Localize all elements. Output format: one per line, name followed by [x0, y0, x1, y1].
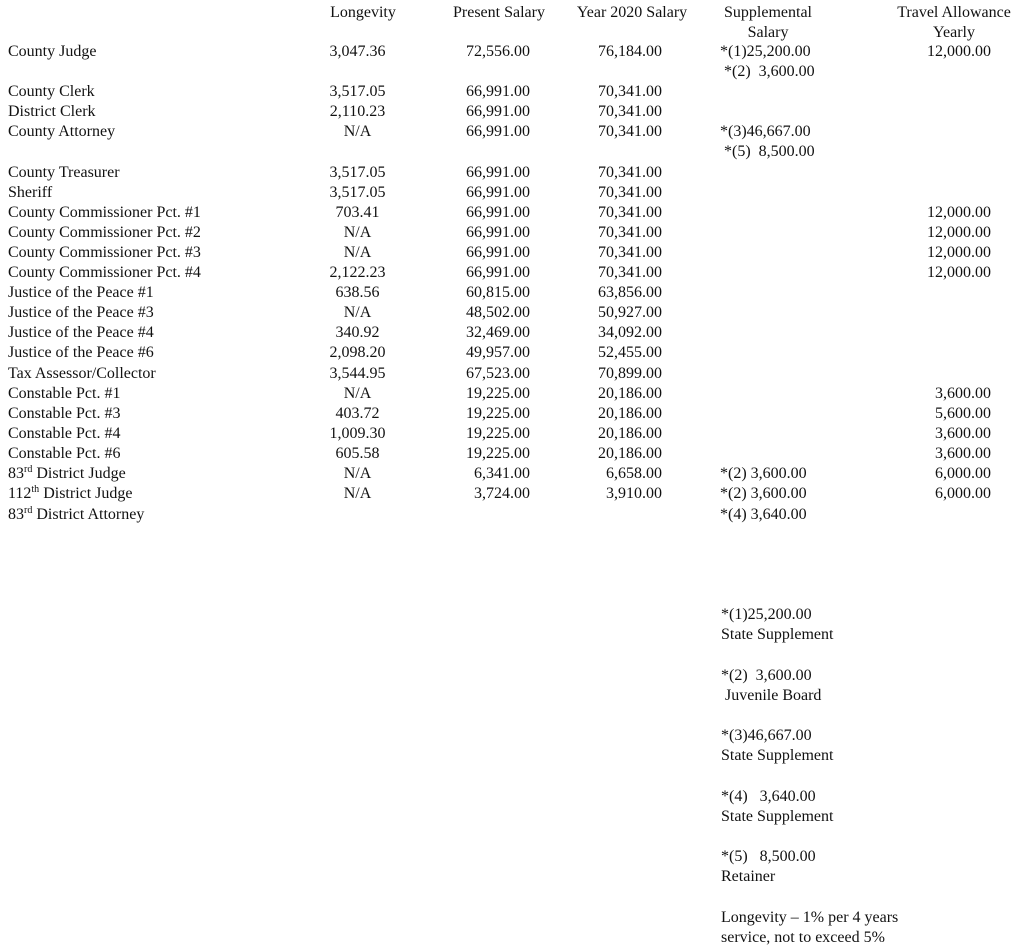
row-justice-peace-6 — [0, 343, 1024, 363]
row-title: Constable Pct. #3 — [8, 405, 121, 422]
row-travel: 3,600.00 — [935, 425, 991, 442]
row-present-salary: 60,815.00 — [466, 284, 530, 301]
header-travel-allowance — [886, 3, 1022, 43]
row-travel: 12,000.00 — [927, 244, 991, 261]
row-travel: 12,000.00 — [927, 264, 991, 281]
footnote-3-amount: *(3)46,667.00 — [721, 727, 812, 744]
row-longevity: 3,517.05 — [329, 83, 386, 100]
row-present-salary: 19,225.00 — [466, 385, 530, 402]
row-title — [8, 505, 144, 525]
row-travel: 12,000.00 — [927, 43, 991, 60]
row-title: Justice of the Peace #6 — [8, 344, 154, 361]
header-travel-line1: Travel Allowance — [897, 4, 1011, 21]
row-longevity: N/A — [343, 465, 372, 482]
row-longevity: N/A — [343, 304, 372, 321]
row-year-2020-salary: 20,186.00 — [598, 405, 662, 422]
row-title: County Attorney — [8, 123, 116, 140]
longevity-note-line1: Longevity – 1% per 4 years — [721, 909, 899, 926]
row-travel: 12,000.00 — [927, 204, 991, 221]
row-year-2020-salary: 6,658.00 — [606, 465, 662, 482]
row-county-attorney — [0, 122, 1024, 142]
row-present-salary: 66,991.00 — [466, 224, 530, 241]
footnote-1-amount: *(1)25,200.00 — [721, 606, 812, 623]
row-present-salary: 66,991.00 — [466, 264, 530, 281]
row-longevity: 3,517.05 — [329, 184, 386, 201]
title-rest: District Judge — [32, 465, 126, 482]
row-tax-assessor — [0, 364, 1024, 384]
row-county-judge-extra — [0, 62, 1024, 82]
row-year-2020-salary: 70,341.00 — [598, 83, 662, 100]
row-title: Justice of the Peace #1 — [8, 284, 154, 301]
row-title: County Judge — [8, 43, 97, 60]
header-present-salary: Present Salary — [453, 4, 545, 21]
row-title — [8, 464, 126, 484]
row-title: County Commissioner Pct. #1 — [8, 204, 201, 221]
longevity-note-line2: service, not to exceed 5% — [721, 929, 885, 946]
title-ordinal-suffix: rd — [24, 464, 33, 475]
row-present-salary: 66,991.00 — [466, 184, 530, 201]
row-supplemental: *(5) 8,500.00 — [720, 143, 815, 160]
row-constable-pct-1 — [0, 384, 1024, 404]
row-present-salary: 66,991.00 — [466, 123, 530, 140]
row-present-salary: 66,991.00 — [466, 164, 530, 181]
row-present-salary: 19,225.00 — [466, 405, 530, 422]
row-year-2020-salary: 34,092.00 — [598, 324, 662, 341]
row-longevity: 605.58 — [335, 445, 380, 462]
row-supplemental: *(3)46,667.00 — [720, 123, 811, 140]
row-longevity: 403.72 — [335, 405, 380, 422]
row-longevity: 3,544.95 — [329, 365, 386, 382]
footnote-5-amount: *(5) 8,500.00 — [721, 848, 816, 865]
row-title: Justice of the Peace #3 — [8, 304, 154, 321]
row-year-2020-salary: 76,184.00 — [598, 43, 662, 60]
header-longevity: Longevity — [330, 4, 396, 21]
row-title: Constable Pct. #6 — [8, 445, 121, 462]
row-year-2020-salary: 70,341.00 — [598, 164, 662, 181]
row-present-salary: 19,225.00 — [466, 445, 530, 462]
row-title: County Commissioner Pct. #3 — [8, 244, 201, 261]
row-supplemental: *(2) 3,600.00 — [720, 63, 815, 80]
row-present-salary: 3,724.00 — [474, 485, 530, 502]
row-year-2020-salary: 70,341.00 — [598, 244, 662, 261]
row-commissioner-pct-4 — [0, 263, 1024, 283]
row-present-salary: 66,991.00 — [466, 244, 530, 261]
header-supplemental-line1: Supplemental — [724, 4, 812, 21]
row-justice-peace-4 — [0, 323, 1024, 343]
row-travel: 3,600.00 — [935, 445, 991, 462]
title-ordinal: 83 — [8, 465, 24, 482]
row-longevity: 2,122.23 — [329, 264, 386, 281]
footnote-2-amount: *(2) 3,600.00 — [721, 667, 812, 684]
row-present-salary: 48,502.00 — [466, 304, 530, 321]
row-year-2020-salary: 70,341.00 — [598, 103, 662, 120]
row-year-2020-salary: 52,455.00 — [598, 344, 662, 361]
row-constable-pct-3 — [0, 404, 1024, 424]
row-longevity: 703.41 — [335, 204, 380, 221]
row-83rd-district-attorney — [0, 505, 1024, 525]
row-year-2020-salary: 70,341.00 — [598, 224, 662, 241]
row-present-salary: 49,957.00 — [466, 344, 530, 361]
row-year-2020-salary: 20,186.00 — [598, 445, 662, 462]
row-title: County Treasurer — [8, 164, 120, 181]
row-year-2020-salary: 70,341.00 — [598, 204, 662, 221]
row-83rd-district-judge — [0, 464, 1024, 484]
row-supplemental: *(2) 3,600.00 — [720, 485, 807, 502]
row-present-salary: 19,225.00 — [466, 425, 530, 442]
row-year-2020-salary: 3,910.00 — [606, 485, 662, 502]
footnote-5-label: Retainer — [721, 868, 776, 885]
row-title: Tax Assessor/Collector — [8, 365, 156, 382]
row-justice-peace-1 — [0, 283, 1024, 303]
row-year-2020-salary: 20,186.00 — [598, 385, 662, 402]
row-title: Sheriff — [8, 184, 53, 201]
row-year-2020-salary: 20,186.00 — [598, 425, 662, 442]
row-supplemental: *(4) 3,640.00 — [720, 506, 807, 523]
header-year-2020-salary: Year 2020 Salary — [576, 4, 688, 21]
row-longevity: N/A — [343, 244, 372, 261]
row-present-salary: 66,991.00 — [466, 103, 530, 120]
row-longevity: N/A — [343, 485, 372, 502]
row-112th-district-judge — [0, 484, 1024, 504]
row-commissioner-pct-3 — [0, 243, 1024, 263]
row-title: Constable Pct. #1 — [8, 385, 121, 402]
row-longevity: 3,047.36 — [329, 43, 386, 60]
row-constable-pct-6 — [0, 444, 1024, 464]
row-justice-peace-3 — [0, 303, 1024, 323]
row-year-2020-salary: 70,899.00 — [598, 365, 662, 382]
row-title: Constable Pct. #4 — [8, 425, 121, 442]
row-present-salary: 66,991.00 — [466, 83, 530, 100]
row-travel: 6,000.00 — [935, 485, 991, 502]
row-present-salary: 66,991.00 — [466, 204, 530, 221]
row-year-2020-salary: 50,927.00 — [598, 304, 662, 321]
row-travel: 3,600.00 — [935, 385, 991, 402]
header-supplemental-line2: Salary — [747, 24, 789, 41]
row-constable-pct-4 — [0, 424, 1024, 444]
row-present-salary: 67,523.00 — [466, 365, 530, 382]
row-sheriff — [0, 183, 1024, 203]
row-year-2020-salary: 70,341.00 — [598, 123, 662, 140]
row-title: County Commissioner Pct. #2 — [8, 224, 201, 241]
row-present-salary: 6,341.00 — [474, 465, 530, 482]
row-longevity: 3,517.05 — [329, 164, 386, 181]
row-travel: 6,000.00 — [935, 465, 991, 482]
row-longevity: 638.56 — [335, 284, 380, 301]
row-longevity: 340.92 — [335, 324, 380, 341]
row-title: District Clerk — [8, 103, 96, 120]
row-year-2020-salary: 70,341.00 — [598, 184, 662, 201]
row-commissioner-pct-1 — [0, 203, 1024, 223]
row-county-clerk — [0, 82, 1024, 102]
row-commissioner-pct-2 — [0, 223, 1024, 243]
row-year-2020-salary: 70,341.00 — [598, 264, 662, 281]
footnote-4-label: State Supplement — [721, 808, 834, 825]
header-supplemental-salary — [712, 3, 824, 43]
row-longevity: N/A — [343, 123, 372, 140]
row-travel: 12,000.00 — [927, 224, 991, 241]
row-longevity: N/A — [343, 385, 372, 402]
row-title: County Commissioner Pct. #4 — [8, 264, 201, 281]
row-supplemental: *(2) 3,600.00 — [720, 465, 807, 482]
row-year-2020-salary: 63,856.00 — [598, 284, 662, 301]
row-county-treasurer — [0, 163, 1024, 183]
title-rest: District Judge — [39, 485, 133, 502]
row-district-clerk — [0, 102, 1024, 122]
row-longevity: 1,009.30 — [329, 425, 386, 442]
row-travel: 5,600.00 — [935, 405, 991, 422]
row-longevity: N/A — [343, 224, 372, 241]
footnote-3-label: State Supplement — [721, 747, 834, 764]
title-rest: District Attorney — [32, 506, 145, 523]
row-supplemental: *(1)25,200.00 — [720, 43, 811, 60]
row-title — [8, 484, 133, 504]
row-title: County Clerk — [8, 83, 95, 100]
footnote-2-label: Juvenile Board — [721, 687, 822, 704]
row-longevity: 2,110.23 — [329, 103, 386, 120]
footnote-1-label: State Supplement — [721, 626, 834, 643]
row-present-salary: 72,556.00 — [466, 43, 530, 60]
header-travel-line2: Yearly — [933, 24, 975, 41]
row-county-judge — [0, 42, 1024, 62]
row-present-salary: 32,469.00 — [466, 324, 530, 341]
title-ordinal-suffix: th — [31, 484, 40, 495]
title-ordinal: 112 — [8, 485, 32, 502]
row-county-attorney-extra — [0, 142, 1024, 162]
row-longevity: 2,098.20 — [329, 344, 386, 361]
title-ordinal-suffix: rd — [24, 505, 33, 516]
title-ordinal: 83 — [8, 506, 24, 523]
footnote-4-amount: *(4) 3,640.00 — [721, 788, 816, 805]
row-title: Justice of the Peace #4 — [8, 324, 154, 341]
